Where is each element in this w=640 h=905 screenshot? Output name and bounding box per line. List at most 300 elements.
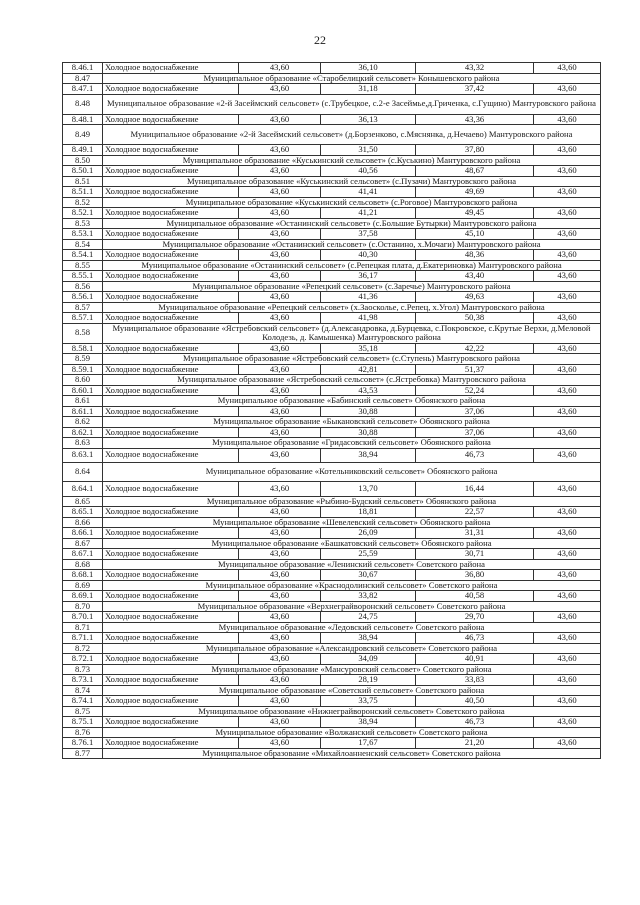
value-cell: 43,60 [534,208,601,219]
value-cell: 43,60 [239,145,321,156]
section-title: Муниципальное образование «Советский сельсовет» Советского района [103,685,601,696]
value-cell: 17,67 [321,738,416,749]
section-header-row [63,281,601,292]
section-header-row [63,706,601,717]
value-cell: 43,60 [534,292,601,303]
section-title: Муниципальное образование «Ястребовский сельсовет» (с.Ястребовка) Мантуровского района [103,375,601,386]
section-header-row [63,496,601,507]
table-row [63,507,601,518]
value-cell: 43,60 [239,385,321,396]
service-name: Холодное водоснабжение [103,250,239,261]
value-cell: 43,36 [416,114,534,125]
value-cell: 33,75 [321,696,416,707]
value-cell: 28,19 [321,675,416,686]
section-header-row [63,685,601,696]
page-number: 22 [314,33,326,47]
service-name: Холодное водоснабжение [103,528,239,539]
value-cell: 43,60 [239,343,321,354]
value-cell: 43,60 [239,738,321,749]
row-number: 8.69.1 [63,591,103,602]
section-number: 8.55 [63,260,103,271]
value-cell: 29,70 [416,612,534,623]
table-row [63,406,601,417]
section-number: 8.59 [63,354,103,365]
value-cell: 40,50 [416,696,534,707]
row-number: 8.74.1 [63,696,103,707]
section-title: Муниципальное образование «Шевелевский сельсовет» Обоянского района [103,517,601,528]
value-cell: 30,71 [416,549,534,560]
row-number: 8.60.1 [63,385,103,396]
value-cell: 43,60 [534,612,601,623]
section-title: Муниципальное образование «Останинский сельсовет» (с.Останино, х.Мочаги) Мантуровского района [103,239,601,250]
section-title: Муниципальное образование «Куськинский сельсовет» (с.Пузачи) Мантуровского района [103,176,601,187]
row-number: 8.64.1 [63,481,103,496]
section-header-row [63,601,601,612]
row-number: 8.55.1 [63,271,103,282]
value-cell: 43,60 [239,717,321,728]
table-row [63,570,601,581]
section-number: 8.51 [63,176,103,187]
value-cell: 18,81 [321,507,416,518]
section-number: 8.65 [63,496,103,507]
value-cell: 43,60 [239,313,321,324]
section-header-row [63,197,601,208]
section-title: Муниципальное образование «Гридасовский сельсовет» Обоянского района [103,438,601,449]
value-cell: 50,38 [416,313,534,324]
section-header-row [63,218,601,229]
section-header-row [63,438,601,449]
tariff-table [62,62,601,759]
value-cell: 43,60 [239,63,321,74]
value-cell: 43,60 [239,448,321,462]
value-cell: 43,32 [416,63,534,74]
value-cell: 31,50 [321,145,416,156]
section-number: 8.48 [63,94,103,114]
value-cell: 43,60 [534,114,601,125]
row-number: 8.54.1 [63,250,103,261]
row-number: 8.61.1 [63,406,103,417]
value-cell: 43,60 [239,591,321,602]
section-title: Муниципальное образование «Волжанский сельсовет» Советского района [103,727,601,738]
section-number: 8.47 [63,73,103,84]
service-name: Холодное водоснабжение [103,675,239,686]
table-row [63,63,601,74]
service-name: Холодное водоснабжение [103,696,239,707]
table-row [63,364,601,375]
section-title: Муниципальное образование «Останинский сельсовет» (с.Репецкая плата, д.Екатериновка) Мантуровского района [103,260,601,271]
service-name: Холодное водоснабжение [103,612,239,623]
section-title: Муниципальное образование «Репецкий сельсовет» (с.Заречье) Мантуровского района [103,281,601,292]
section-header-row [63,302,601,313]
section-title: Муниципальное образование «Краснодолинский сельсовет» Советского района [103,580,601,591]
row-number: 8.75.1 [63,717,103,728]
value-cell: 43,60 [534,166,601,177]
table-row [63,528,601,539]
service-name: Холодное водоснабжение [103,591,239,602]
row-number: 8.57.1 [63,313,103,324]
value-cell: 45,10 [416,229,534,240]
value-cell: 43,60 [534,406,601,417]
value-cell: 37,06 [416,406,534,417]
section-number: 8.60 [63,375,103,386]
value-cell: 40,91 [416,654,534,665]
section-header-row [63,559,601,570]
value-cell: 43,60 [534,84,601,95]
value-cell: 30,88 [321,406,416,417]
value-cell: 43,60 [239,696,321,707]
section-header-row [63,176,601,187]
section-number: 8.66 [63,517,103,528]
value-cell: 43,40 [416,271,534,282]
section-title: Муниципальное образование «Старобелицкий сельсовет» Конышевского района [103,73,601,84]
row-number: 8.49.1 [63,145,103,156]
value-cell: 46,73 [416,633,534,644]
section-number: 8.61 [63,396,103,407]
row-number: 8.73.1 [63,675,103,686]
value-cell: 43,60 [534,187,601,198]
value-cell: 49,69 [416,187,534,198]
table-row [63,591,601,602]
value-cell: 16,44 [416,481,534,496]
table-row [63,696,601,707]
value-cell: 40,30 [321,250,416,261]
table-row [63,271,601,282]
section-number: 8.57 [63,302,103,313]
section-number: 8.53 [63,218,103,229]
section-title: Муниципальное образование «Нижнеграйворонский сельсовет» Советского района [103,706,601,717]
section-number: 8.54 [63,239,103,250]
value-cell: 43,60 [534,63,601,74]
section-header-row [63,517,601,528]
value-cell: 52,24 [416,385,534,396]
row-number: 8.65.1 [63,507,103,518]
value-cell: 43,60 [239,675,321,686]
row-number: 8.76.1 [63,738,103,749]
section-title: Муниципальное образование «Ленинский сельсовет» Советского района [103,559,601,570]
row-number: 8.63.1 [63,448,103,462]
section-header-row [63,727,601,738]
value-cell: 43,60 [239,187,321,198]
section-title: Муниципальное образование «Ледовский сельсовет» Советского района [103,622,601,633]
section-number: 8.49 [63,125,103,145]
row-number: 8.47.1 [63,84,103,95]
section-title: Муниципальное образование «Репецкий сельсовет» (х.Заосколье, с.Репец, х.Угол) Мантуровского района [103,302,601,313]
row-number: 8.67.1 [63,549,103,560]
row-number: 8.46.1 [63,63,103,74]
value-cell: 41,36 [321,292,416,303]
value-cell: 42,81 [321,364,416,375]
value-cell: 43,60 [534,738,601,749]
section-title: Муниципальное образование «2-й Засеймский сельсовет» (д.Борзенково, с.Мяснянка, д.Нечаево) Мантуровского района [103,125,601,145]
service-name: Холодное водоснабжение [103,364,239,375]
value-cell: 43,60 [534,145,601,156]
section-number: 8.68 [63,559,103,570]
section-number: 8.71 [63,622,103,633]
value-cell: 46,73 [416,448,534,462]
service-name: Холодное водоснабжение [103,313,239,324]
section-title: Муниципальное образование «Куськинский сельсовет» (с.Роговое) Мантуровского района [103,197,601,208]
section-header-row [63,375,601,386]
service-name: Холодное водоснабжение [103,633,239,644]
section-title: Муниципальное образование «Рыбино-Будский сельсовет» Обоянского района [103,496,601,507]
table-row [63,250,601,261]
section-title: Муниципальное образование «Ястребовский сельсовет» (д.Александровка, д.Бурцевка, с.Покровское, с.Крутые Верхи, д.Меловой Колодезь, д. Камышенка) Мантуровского района [103,323,601,343]
service-name: Холодное водоснабжение [103,448,239,462]
value-cell: 43,60 [534,364,601,375]
value-cell: 43,60 [239,250,321,261]
section-title: Муниципальное образование «Останинский сельсовет» (с.Большие Бутырки) Мантуровского района [103,218,601,229]
service-name: Холодное водоснабжение [103,427,239,438]
section-number: 8.63 [63,438,103,449]
table-row [63,427,601,438]
value-cell: 43,60 [239,271,321,282]
service-name: Холодное водоснабжение [103,145,239,156]
value-cell: 41,41 [321,187,416,198]
section-number: 8.72 [63,643,103,654]
value-cell: 48,67 [416,166,534,177]
value-cell: 43,60 [534,717,601,728]
section-header-row [63,580,601,591]
value-cell: 43,60 [239,528,321,539]
value-cell: 49,63 [416,292,534,303]
section-title: Муниципальное образование «Быкановский сельсовет» Обоянского района [103,417,601,428]
value-cell: 43,60 [534,343,601,354]
value-cell: 43,60 [534,250,601,261]
table-row [63,448,601,462]
section-header-row [63,396,601,407]
value-cell: 43,60 [239,208,321,219]
service-name: Холодное водоснабжение [103,549,239,560]
service-name: Холодное водоснабжение [103,343,239,354]
value-cell: 43,60 [239,114,321,125]
section-number: 8.74 [63,685,103,696]
section-title: Муниципальное образование «Котельниковский сельсовет» Обоянского района [103,462,601,481]
section-header-row [63,462,601,481]
value-cell: 43,60 [534,654,601,665]
value-cell: 37,80 [416,145,534,156]
value-cell: 30,67 [321,570,416,581]
table-row [63,549,601,560]
service-name: Холодное водоснабжение [103,507,239,518]
row-number: 8.59.1 [63,364,103,375]
tariff-table-body [63,63,601,759]
value-cell: 43,60 [534,481,601,496]
value-cell: 43,60 [239,654,321,665]
section-title: Муниципальное образование «Куськинский сельсовет» (с.Куськино) Мантуровского района [103,155,601,166]
value-cell: 43,60 [534,427,601,438]
value-cell: 38,94 [321,633,416,644]
service-name: Холодное водоснабжение [103,63,239,74]
table-row [63,654,601,665]
service-name: Холодное водоснабжение [103,187,239,198]
row-number: 8.48.1 [63,114,103,125]
row-number: 8.70.1 [63,612,103,623]
value-cell: 22,57 [416,507,534,518]
section-header-row [63,664,601,675]
value-cell: 49,45 [416,208,534,219]
section-title: Муниципальное образование «Верхнеграйворонский сельсовет» Советского района [103,601,601,612]
service-name: Холодное водоснабжение [103,654,239,665]
value-cell: 43,60 [239,481,321,496]
value-cell: 43,60 [239,406,321,417]
section-title: Муниципальное образование «Башкатовский сельсовет» Обоянского района [103,538,601,549]
value-cell: 43,53 [321,385,416,396]
value-cell: 43,60 [534,675,601,686]
section-number: 8.56 [63,281,103,292]
value-cell: 46,73 [416,717,534,728]
value-cell: 43,60 [534,591,601,602]
value-cell: 40,58 [416,591,534,602]
section-number: 8.50 [63,155,103,166]
row-number: 8.68.1 [63,570,103,581]
table-row [63,208,601,219]
value-cell: 43,60 [534,229,601,240]
value-cell: 38,94 [321,717,416,728]
table-row [63,313,601,324]
service-name: Холодное водоснабжение [103,738,239,749]
section-title: Муниципальное образование «Мансуровский сельсовет» Советского района [103,664,601,675]
section-header-row [63,354,601,365]
value-cell: 37,42 [416,84,534,95]
value-cell: 40,56 [321,166,416,177]
value-cell: 43,60 [239,364,321,375]
section-number: 8.69 [63,580,103,591]
table-row [63,145,601,156]
value-cell: 21,20 [416,738,534,749]
section-number: 8.75 [63,706,103,717]
row-number: 8.53.1 [63,229,103,240]
value-cell: 43,60 [239,292,321,303]
value-cell: 31,31 [416,528,534,539]
table-row [63,612,601,623]
section-number: 8.58 [63,323,103,343]
value-cell: 43,60 [534,696,601,707]
value-cell: 43,60 [534,528,601,539]
value-cell: 43,60 [239,229,321,240]
value-cell: 43,60 [239,633,321,644]
table-row [63,114,601,125]
table-row [63,229,601,240]
value-cell: 43,60 [239,612,321,623]
section-header-row [63,538,601,549]
value-cell: 36,17 [321,271,416,282]
service-name: Холодное водоснабжение [103,84,239,95]
value-cell: 34,09 [321,654,416,665]
table-row [63,187,601,198]
section-header-row [63,260,601,271]
value-cell: 25,59 [321,549,416,560]
row-number: 8.52.1 [63,208,103,219]
section-number: 8.67 [63,538,103,549]
row-number: 8.50.1 [63,166,103,177]
value-cell: 33,83 [416,675,534,686]
table-row [63,633,601,644]
value-cell: 41,21 [321,208,416,219]
table-row [63,385,601,396]
value-cell: 43,60 [534,271,601,282]
section-number: 8.77 [63,748,103,759]
value-cell: 43,60 [239,549,321,560]
value-cell: 43,60 [239,166,321,177]
value-cell: 41,98 [321,313,416,324]
value-cell: 36,80 [416,570,534,581]
section-title: Муниципальное образование «2-й Засеймский сельсовет» (с.Трубецкое, с.2-е Засеймье,д.Гриченка, с.Гущино) Мантуровского района [103,94,601,114]
value-cell: 42,22 [416,343,534,354]
table-row [63,343,601,354]
value-cell: 31,18 [321,84,416,95]
value-cell: 30,88 [321,427,416,438]
value-cell: 43,60 [534,633,601,644]
service-name: Холодное водоснабжение [103,717,239,728]
value-cell: 36,13 [321,114,416,125]
value-cell: 37,58 [321,229,416,240]
section-title: Муниципальное образование «Бабинский сельсовет» Обоянского района [103,396,601,407]
section-header-row [63,94,601,114]
value-cell: 36,10 [321,63,416,74]
service-name: Холодное водоснабжение [103,271,239,282]
section-header-row [63,239,601,250]
service-name: Холодное водоснабжение [103,208,239,219]
value-cell: 43,60 [534,549,601,560]
service-name: Холодное водоснабжение [103,229,239,240]
service-name: Холодное водоснабжение [103,385,239,396]
row-number: 8.56.1 [63,292,103,303]
section-number: 8.73 [63,664,103,675]
section-header-row [63,125,601,145]
row-number: 8.66.1 [63,528,103,539]
table-row [63,292,601,303]
section-number: 8.76 [63,727,103,738]
value-cell: 35,18 [321,343,416,354]
value-cell: 51,37 [416,364,534,375]
table-row [63,166,601,177]
value-cell: 48,36 [416,250,534,261]
value-cell: 43,60 [239,570,321,581]
section-title: Муниципальное образование «Михайлоанненский сельсовет» Советского района [103,748,601,759]
service-name: Холодное водоснабжение [103,570,239,581]
value-cell: 43,60 [239,84,321,95]
section-header-row [63,417,601,428]
section-header-row [63,73,601,84]
service-name: Холодное водоснабжение [103,481,239,496]
service-name: Холодное водоснабжение [103,292,239,303]
value-cell: 43,60 [534,507,601,518]
value-cell: 33,82 [321,591,416,602]
section-header-row [63,323,601,343]
table-row [63,675,601,686]
section-header-row [63,622,601,633]
row-number: 8.62.1 [63,427,103,438]
value-cell: 26,09 [321,528,416,539]
table-row [63,84,601,95]
table-row [63,738,601,749]
value-cell: 38,94 [321,448,416,462]
value-cell: 43,60 [534,385,601,396]
section-title: Муниципальное образование «Ястребовский сельсовет» (с.Ступень) Мантуровского района [103,354,601,365]
value-cell: 13,70 [321,481,416,496]
value-cell: 43,60 [534,448,601,462]
section-number: 8.52 [63,197,103,208]
value-cell: 43,60 [239,427,321,438]
section-header-row [63,155,601,166]
service-name: Холодное водоснабжение [103,166,239,177]
section-header-row [63,643,601,654]
section-number: 8.70 [63,601,103,612]
value-cell: 43,60 [534,570,601,581]
row-number: 8.71.1 [63,633,103,644]
table-row [63,481,601,496]
value-cell: 37,06 [416,427,534,438]
